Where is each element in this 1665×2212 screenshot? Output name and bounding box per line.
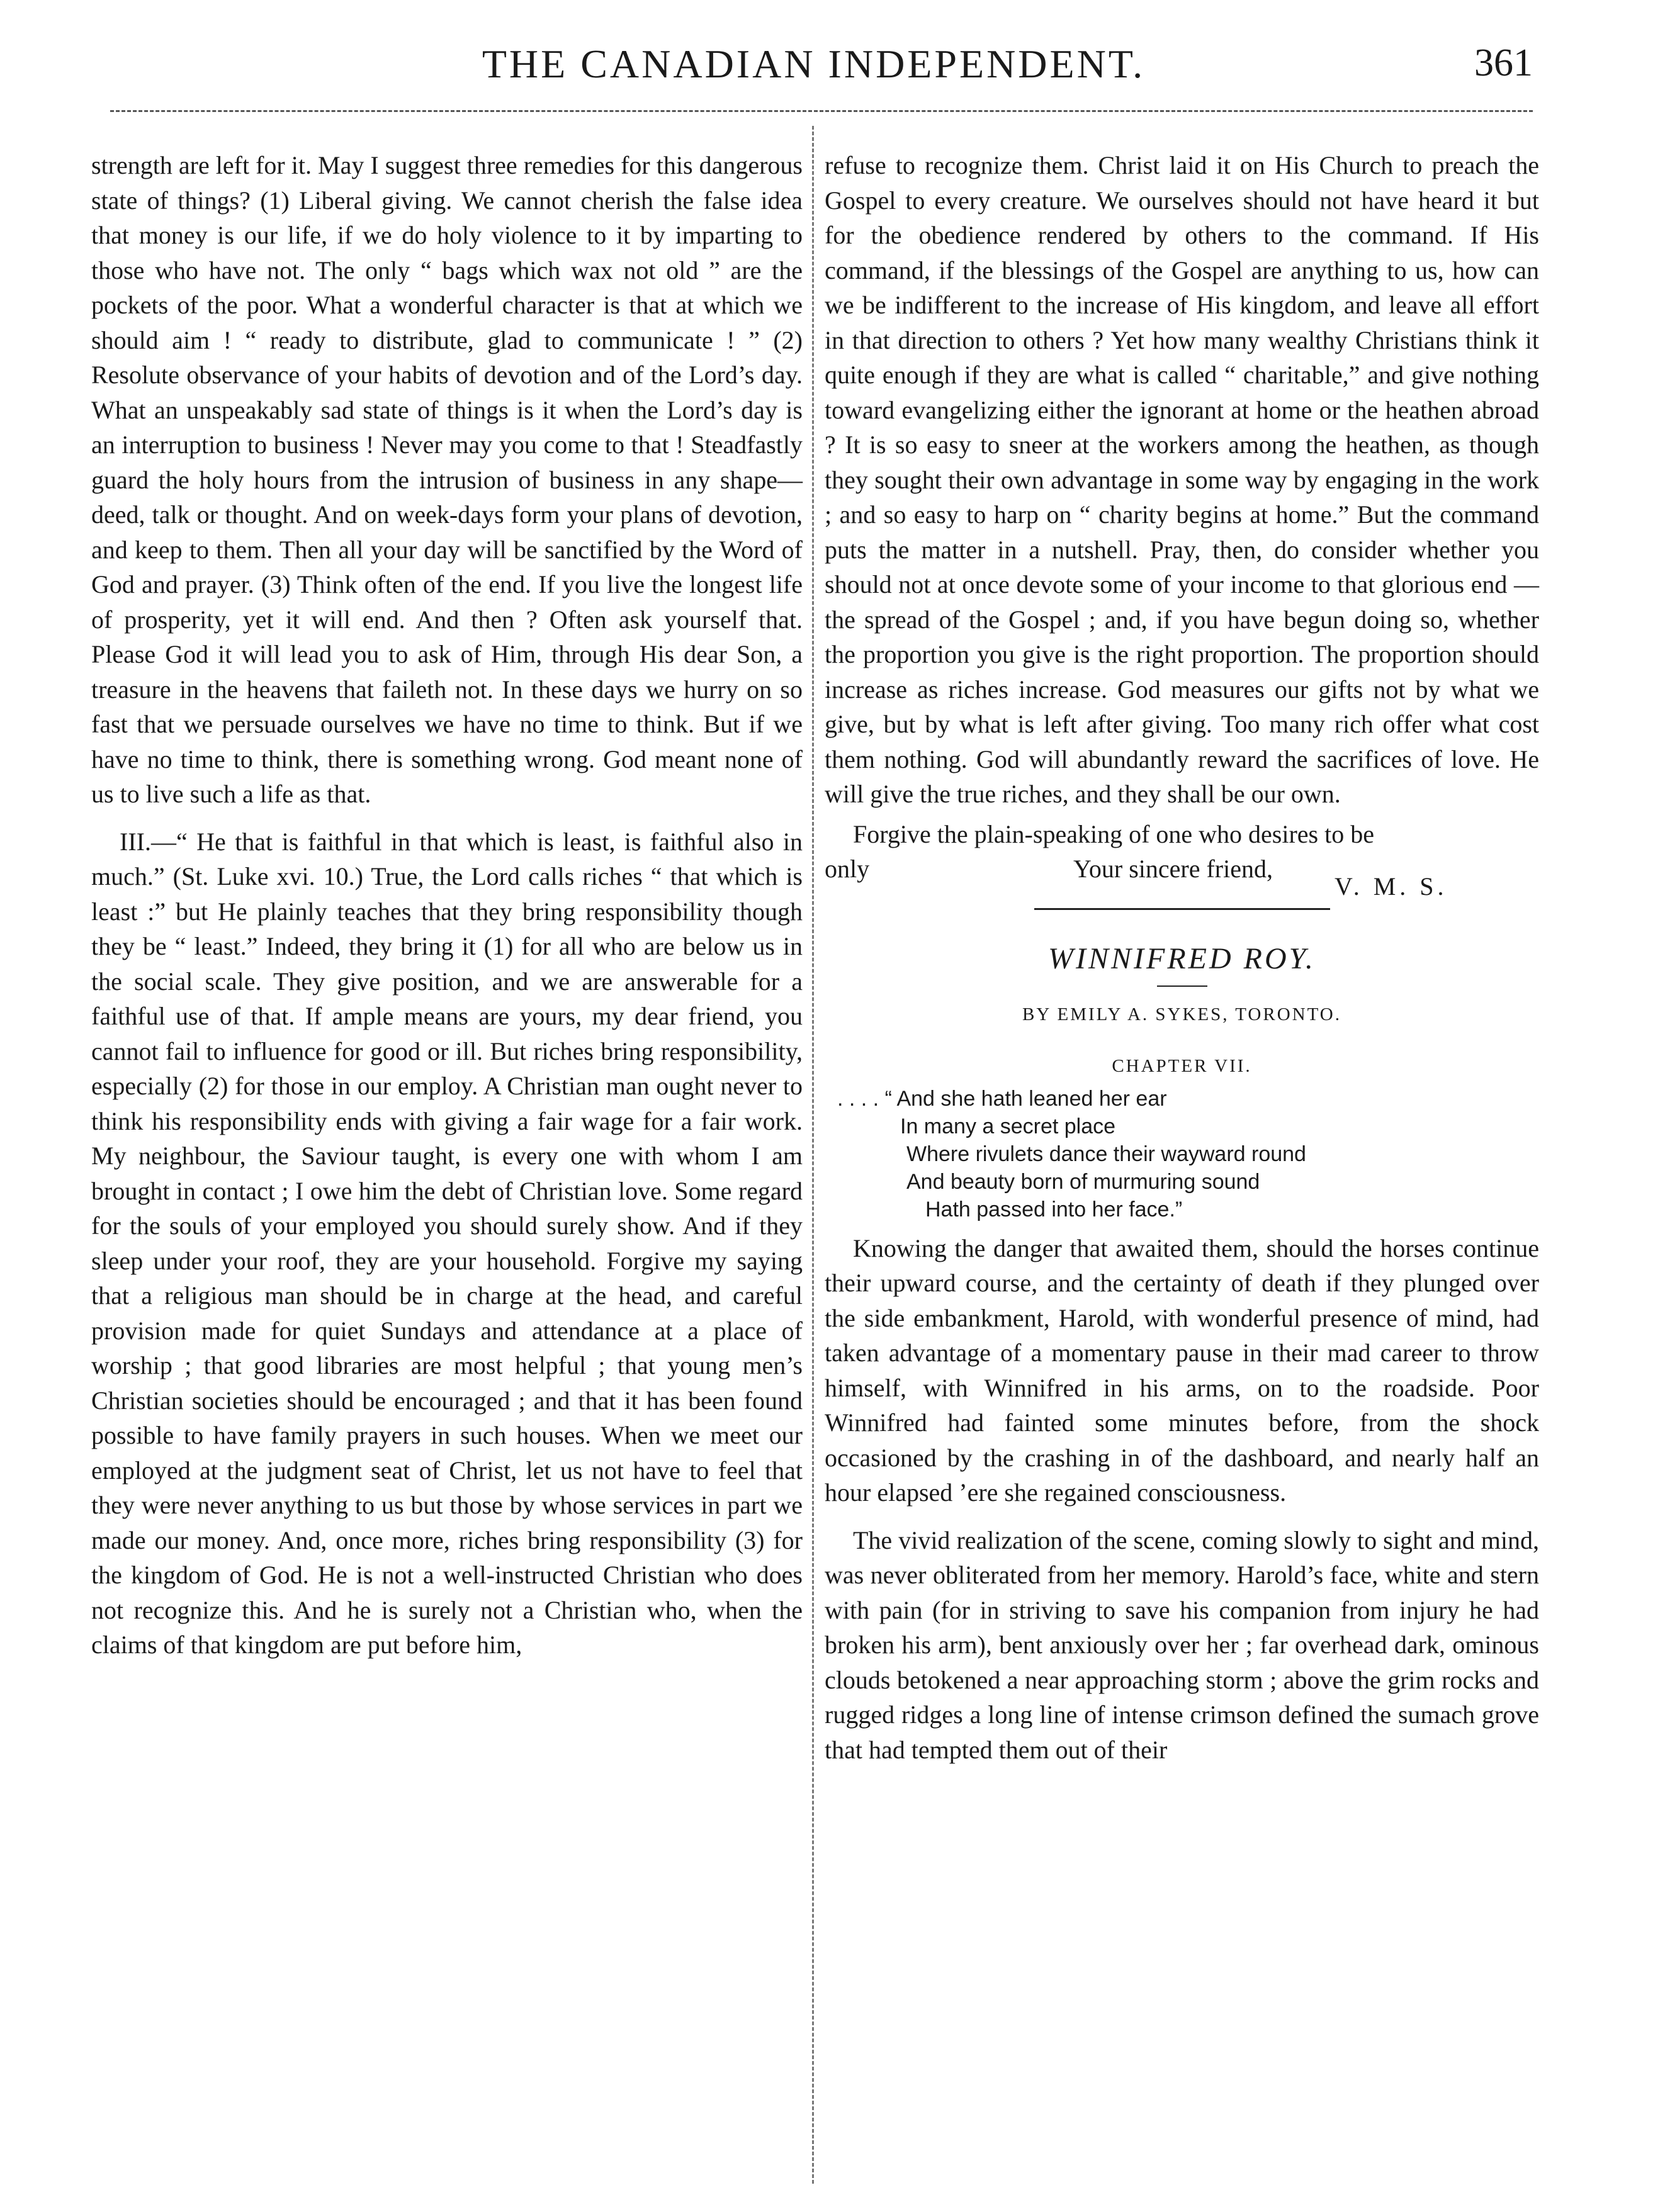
header-rule — [110, 110, 1533, 112]
body-paragraph: refuse to recognize them. Christ laid it on His Church to preach the Gospel to every creature. We ourselves should not have heard it but for the obedience rendered by others to the command. If His command, if the blessings of the Gospel are anything to us, how can we be indifferent to the increase of His kingdom, and leave all effort in that direction to others ? Yet how many wealthy Christians think it quite enough if they are what is called “ charitable,” and give nothing toward evangelizing either the ignorant at home or the heathen abroad ? It is so easy to sneer at the workers among the heathen, as though they sought their own advantage in some way by engaging in the work ; and so easy to harp on “ charity begins at home.” But the command puts the matter in a nutshell. Pray, then, do consider whether you should not at once devote some of your income to that glorious end —the spread of the Gospel ; and, if you have begun doing so, whether the proportion you give is the right proportion. The proportion should increase as riches increase. God measures our gifts not by what we give, but by what is left after giving. Too many rich offer what cost them nothing. God will abundantly reward the sacrifices of love. He will give the true riches, and they shall be our own. — [825, 151, 1539, 808]
body-paragraph: Forgive the plain-speaking of one who desires to be — [853, 819, 1374, 848]
chapter-heading: CHAPTER VII. — [1112, 1055, 1252, 1076]
left-column — [91, 148, 803, 2212]
poem-line: And beauty born of murmuring sound — [906, 1169, 1260, 1194]
signoff-friend: Your sincere friend, — [1073, 855, 1273, 883]
signoff-only: only — [825, 855, 870, 883]
signoff-initials: V. M. S. — [1335, 872, 1448, 901]
epigraph-poem — [825, 1085, 1539, 1223]
story-byline: BY EMILY A. SYKES, TORONTO. — [1022, 1004, 1341, 1025]
story-paragraph: The vivid realization of the scene, coming slowly to sight and mind, was never obliterated from her memory. Harold’s face, white and stern with pain (for in striving to save his companion from injury he had broken his arm), bent anxiously over her ; far overhead dark, ominous clouds betokened a near approaching storm ; above the grim rocks and rugged ridges a long line of intense crimson defined the sumach grove that had tempted them out of their — [825, 1525, 1539, 1764]
body-paragraph: strength are left for it. May I suggest three remedies for this dangerous state of things? (1) Liberal giving. We cannot cherish the false idea that money is our life, if we do holy violence to it by imparting to those who have not. The only “ bags which wax not old ” are the pockets of the poor. What a wonderful character is that at which we should aim ! “ ready to distribute, glad to communicate ! ” (2) Resolute observance of your habits of devotion and of the Lord’s day. What an unspeakably sad state of things is it when the Lord’s day is an interruption to business ! Never may you come to that ! Steadfastly guard the holy hours from the intrusion of business in any shape—deed, talk or thought. And on week-days form your plans of devotion, and keep to them. Then all your day will be sanctified by the Word of God and prayer. (3) Think often of the end. If you live the longest life of prosperity, yet it will end. And then ? Often ask yourself that. Please God it will lead you to ask of Him, through His dear Son, a treasure in the heavens that faileth not. In these days we hurry on so fast that we persuade ourselves we have no time to think. But if we have no time to think, there is something wrong. God meant none of us to live such a life as that. — [91, 151, 803, 808]
poem-line: . . . . “ And she hath leaned her ear — [837, 1086, 1167, 1111]
poem-line: In many a secret place — [900, 1114, 1116, 1138]
story-title: WINNIFRED ROY. — [1048, 942, 1316, 975]
body-paragraph: III.—“ He that is faithful in that which is least, is faithful also in much.” (St. Luke xvi. 10.) True, the Lord calls riches “ that which is least :” but He plainly teaches that they bring responsibility though they be “ least.” Indeed, they bring it (1) for all who are below us in the social scale. They give position, and we are answerable for a faithful use of that. If ample means are yours, my dear friend, you cannot fail to influence for good or ill. But riches bring responsibility, especially (2) for those in our employ. A Christian man ought never to think his responsibility ends with giving a fair wage for a fair work. My neighbour, the Saviour taught, is every one with whom I am brought in contact ; I owe him the debt of Christian love. Some regard for the souls of your employed you should surely show. And if they sleep under your roof, they are your household. Forgive my saying that a religious man should be in charge at the head, and careful provision made for quiet Sundays and attendance at a place of worship ; that good libraries are most helpful ; that young men’s Christian societies should be encouraged ; and that it has been found possible to have family prayers in such houses. When we meet our employed at the judgment seat of Christ, let us not have to feel that they were never anything to us but those by whose services in part we made our money. And, once more, riches bring responsibility (3) for the kingdom of God. He is not a well-instructed Christian who does not recognize this. And he is surely not a Christian who, when the claims of that kingdom are put before him, — [91, 827, 803, 1659]
page-number: 361 — [1474, 42, 1533, 84]
column-divider — [812, 126, 814, 2184]
running-title: THE CANADIAN INDEPENDENT. — [482, 42, 1146, 86]
section-rule — [1034, 908, 1330, 910]
page-header — [94, 28, 1533, 98]
right-column — [825, 148, 1539, 2212]
poem-line: Hath passed into her face.” — [925, 1197, 1183, 1221]
poem-line: Where rivulets dance their wayward round — [906, 1142, 1306, 1166]
signoff — [825, 851, 1539, 901]
title-rule — [1157, 985, 1207, 987]
story-paragraph: Knowing the danger that awaited them, should the horses continue their upward course, and the certainty of death if they plunged over the side embankment, Harold, with wonderful presence of mind, had taken advantage of a momentary pause in their mad career to throw himself, with Winnifred in his arms, on to the roadside. Poor Winnifred had fainted some minutes before, from the shock occasioned by the crashing in of the dashboard, and nearly half an hour elapsed ’ere she regained consciousness. — [825, 1233, 1539, 1507]
